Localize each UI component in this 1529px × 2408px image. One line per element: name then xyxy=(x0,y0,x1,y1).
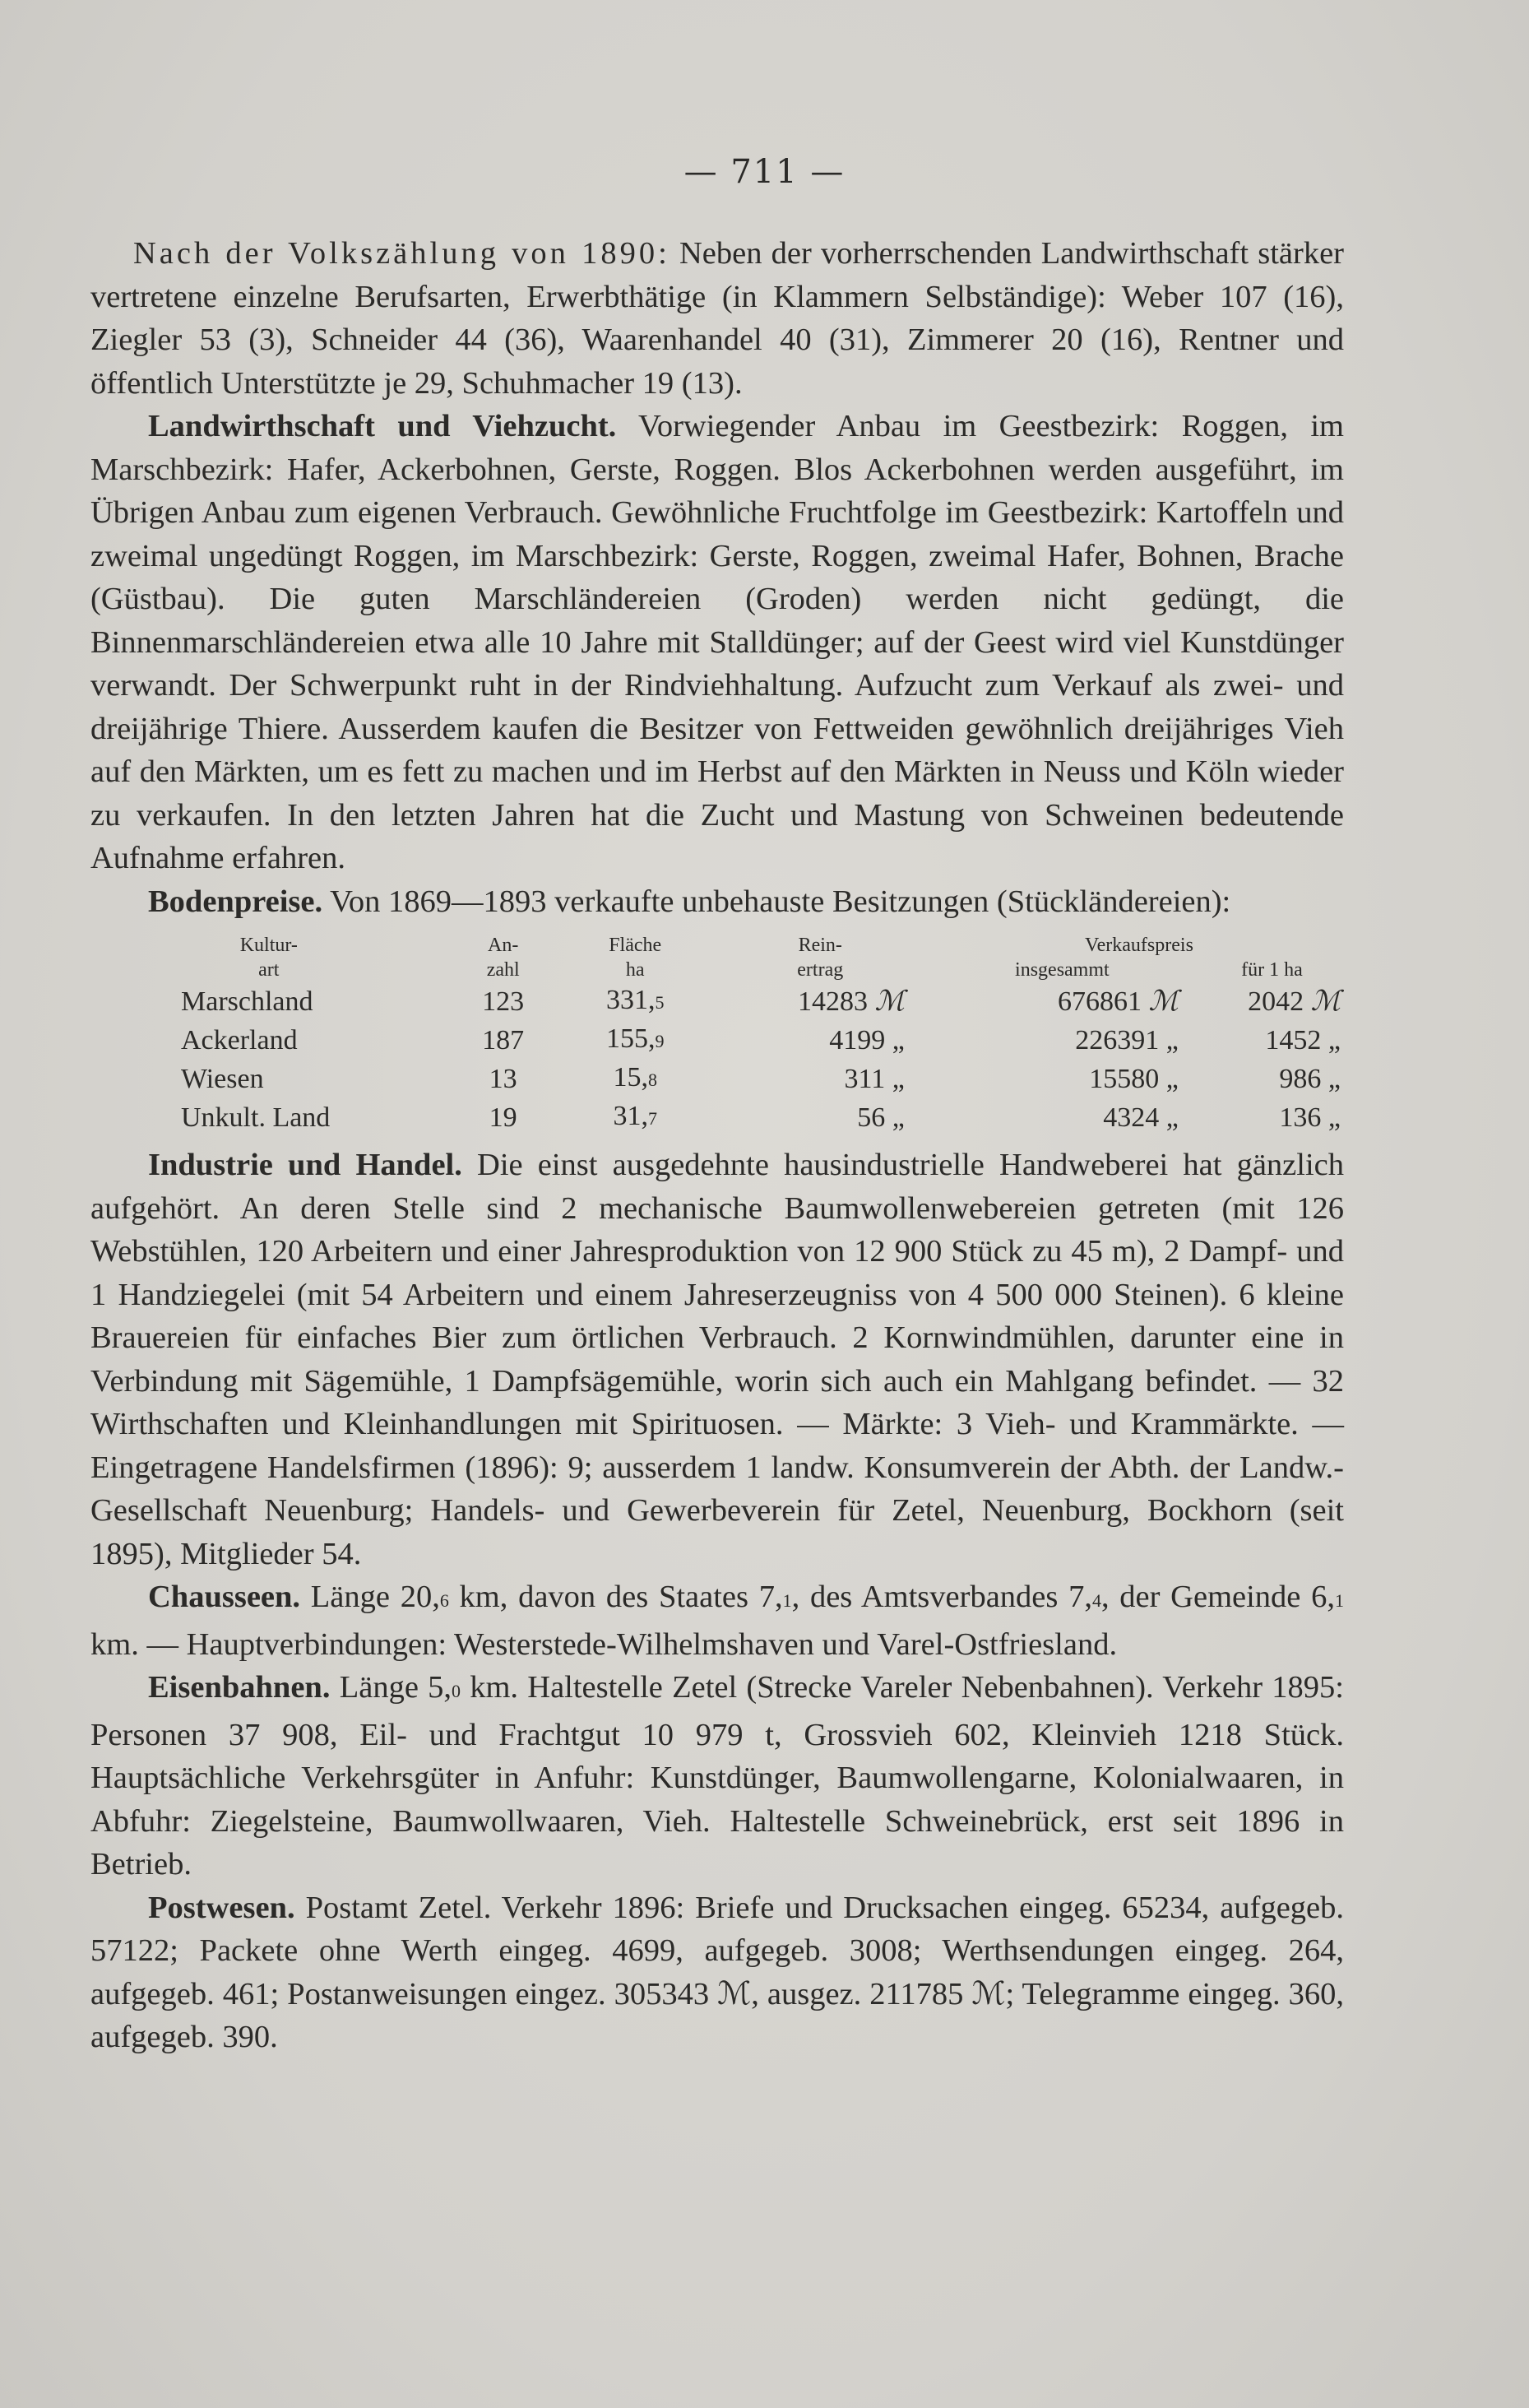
table-row: Marschland 123 331,5 14283 ℳ 676861 ℳ 2042 ℳ xyxy=(181,985,1341,1017)
roads-heading: Chausseen. xyxy=(148,1580,301,1614)
railways-heading: Eisenbahnen. xyxy=(148,1670,331,1705)
land-prices-table-wrap xyxy=(90,933,1344,1137)
table-header-row xyxy=(90,933,1349,958)
header-flaeche: Fläche ha xyxy=(609,935,662,981)
table-row: Wiesen 13 15,8 311 „ 15580 „ 986 „ xyxy=(181,1062,1341,1094)
page-number: — 711 — xyxy=(683,153,846,191)
page-body xyxy=(90,232,1344,2059)
land-prices-table xyxy=(90,933,1349,1137)
header-fuer-ha: für 1 ha xyxy=(1241,959,1303,981)
postal-paragraph xyxy=(90,1886,1344,2059)
header-art: Kultur- art xyxy=(239,935,298,981)
header-anzahl: An- zahl xyxy=(486,935,520,981)
header-insgesammt: insgesammt xyxy=(1015,959,1110,981)
land-prices-text: Von 1869—1893 verkaufte unbehauste Besitzungen (Stückländereien): xyxy=(322,884,1231,919)
table-row: Unkult. Land 19 31,7 56 „ 4324 „ 136 „ xyxy=(181,1101,1341,1133)
census-lead: Nach der Volkszählung von 1890: xyxy=(133,236,670,271)
industry-paragraph xyxy=(90,1144,1344,1575)
industry-text: Die einst ausgedehnte hausindustrielle Handweberei hat gänzlich aufgehört. An deren Stelle sind 2 mechanische Baumwollenwebereien getreten (mit 126 Webstühlen, 120 Arbeitern und einer Jahresproduktion von 12 900 Stück zu 45 m), 2 Dampf- und 1 Handziegelei (mit 54 Arbeitern und einem Jahreserzeugniss von 4 500 000 Steinen). 6 kleine Brauereien für einfaches Bier zum örtlichen Verbrauch. 2 Kornwindmühlen, darunter eine in Verbindung mit Sägemühle, 1 Dampfsägemühle, worin sich auch ein Mahlgang befindet. — 32 Wirthschaften und Kleinhandlungen mit Spirituosen. — Märkte: 3 Vieh- und Krammärkte. — Eingetragene Handelsfirmen (1896): 9; ausserdem 1 landw. Konsumverein der Abth. der Landw.-Gesellschaft Neuenburg; Handels- und Gewerbeverein für Zetel, Neuenburg, Bockhorn (seit 1895), Mitglieder 54. xyxy=(90,1148,1344,1571)
census-paragraph xyxy=(90,232,1344,405)
header-reinertrag: Rein- ertrag xyxy=(797,935,844,981)
header-verkaufspreis: Verkaufspreis xyxy=(1084,935,1193,956)
postal-heading: Postwesen. xyxy=(148,1890,295,1925)
agriculture-paragraph xyxy=(90,405,1344,880)
census-text: Neben der vorherrschenden Landwirthschaft stärker vertretene einzelne Berufsarten, Erwerbthätige (in Klammern Selbständige): Weber 107 (16), Ziegler 53 (3), Schneider 44 (36), Waarenhandel 40 (31), Zimmerer 20 (16), Rentner und öffentlich Unterstützte je 29, Schuhmacher 19 (13). xyxy=(90,236,1344,401)
land-prices-paragraph xyxy=(90,880,1344,924)
industry-heading: Industrie und Handel. xyxy=(148,1148,462,1182)
roads-paragraph: Chausseen. Länge 20,6 km, davon des Staates 7,1, des Amtsverbandes 7,4, der Gemeinde 6,1 km. — Hauptverbindungen: Westerstede-Wilhelmshaven und Varel-Ostfriesland. xyxy=(90,1580,1344,1662)
table-row: Ackerland 187 155,9 4199 „ 226391 „ 1452 „ xyxy=(181,1023,1341,1056)
railways-paragraph: Eisenbahnen. Länge 5,0 km. Haltestelle Zetel (Strecke Vareler Nebenbahnen). Verkehr 1895: Personen 37 908, Eil- und Frachtgut 10 979 t, Grossvieh 602, Kleinvieh 1218 Stück. Hauptsächliche Verkehrsgüter in Anfuhr: Kunstdünger, Baumwollengarne, Kolonialwaaren, in Abfuhr: Ziegelsteine, Baumwollwaaren, Vieh. Haltestelle Schweinebrück, erst seit 1896 in Betrieb. xyxy=(90,1670,1344,1881)
agriculture-text: Vorwiegender Anbau im Geestbezirk: Roggen, im Marschbezirk: Hafer, Ackerbohnen, Gerste, Roggen. Blos Ackerbohnen werden ausgeführt, im Übrigen Anbau zum eigenen Verbrauch. Gewöhnliche Fruchtfolge im Geestbezirk: Kartoffeln und zweimal ungedüngt Roggen, im Marschbezirk: Gerste, Roggen, zweimal Hafer, Bohnen, Brache (Güstbau). Die guten Marschländereien (Groden) werden nicht gedüngt, die Binnenmarschländereien etwa alle 10 Jahre mit Stalldünger; auf der Geest wird viel Kunstdünger verwandt. Der Schwerpunkt ruht in der Rindviehhaltung. Aufzucht zum Verkauf als zwei- und dreijährige Thiere. Ausserdem kaufen die Besitzer von Fettweiden gewöhnlich dreijähriges Vieh auf den Märkten, um es fett zu machen und im Herbst auf den Märkten in Neuss und Köln wieder zu verkaufen. In den letzten Jahren hat die Zucht und Mastung von Schweinen bedeutende Aufnahme erfahren. xyxy=(90,409,1344,875)
land-prices-heading: Bodenpreise. xyxy=(148,884,323,919)
agriculture-heading: Landwirthschaft und Viehzucht. xyxy=(148,409,617,443)
postal-text: Postamt Zetel. Verkehr 1896: Briefe und Drucksachen eingeg. 65234, aufgegeb. 57122; Packete ohne Werth eingeg. 4699, aufgegeb. 3008; Werthsendungen eingeg. 264, aufgegeb. 461; Postanweisungen eingez. 305343 ℳ, ausgez. 211785 ℳ; Telegramme eingeg. 360, aufgegeb. 390. xyxy=(90,1890,1344,2054)
